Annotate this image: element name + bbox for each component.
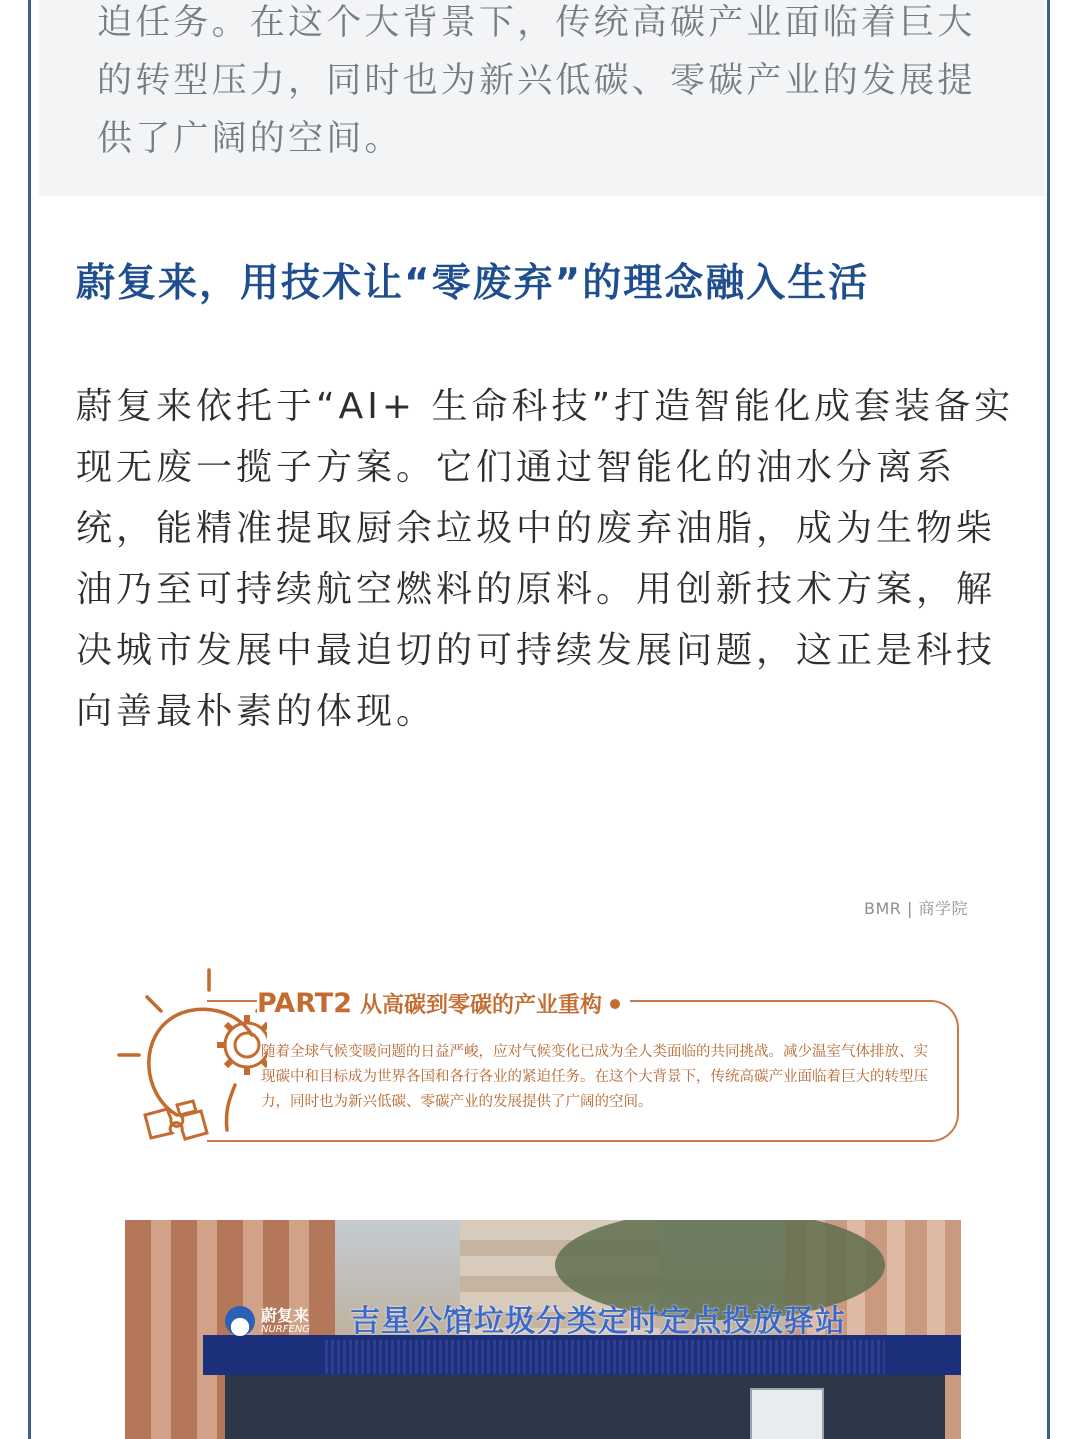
logo-mark-icon (225, 1306, 255, 1336)
part-title: 从高碳到零碳的产业重构 (360, 993, 603, 1018)
station-logo (225, 1306, 310, 1336)
part-header (257, 988, 630, 1019)
logo-subtext: NURFENG (261, 1323, 311, 1335)
logo-text: 蔚复来 (261, 1305, 310, 1325)
puzzle-icon (145, 1101, 207, 1139)
station-photo (125, 1220, 961, 1439)
article-frame (28, 0, 1050, 1439)
part-body: 随着全球气候变暖问题的日益严峻，应对气候变化已成为全人类面临的共同挑战。减少温室气体排放、实现碳中和目标成为世界各国和各行各业的紧迫任务。在这个大背景下，传统高碳产业面临着巨大的转型压力，同时也为新兴低碳、零碳产业的发展提供了广阔的空间。 (261, 1044, 928, 1110)
station-window (750, 1388, 824, 1439)
brand-label: BMR | 商学院 (864, 899, 968, 918)
station-roof-band (325, 1340, 885, 1374)
part-number: PART2 (257, 988, 352, 1019)
part-dot (610, 999, 620, 1009)
section-heading: 蔚复来，用技术让“零废弃”的理念融入生活 (76, 261, 870, 306)
quote-box (39, 0, 1045, 196)
section-body: 蔚复来依托于“AI+ 生命科技”打造智能化成套装备实现无废一揽子方案。它们通过智能化的油水分离系统，能精准提取厨余垃圾中的废弃油脂，成为生物柴油乃至可持续航空燃料的原料。用创新技术方案，解决城市发展中最迫切的可持续发展问题，这正是科技向善最朴素的体现。 (76, 386, 1015, 732)
station-sign: 吉星公馆垃圾分类定时定点投放驿站 (350, 1304, 846, 1339)
station-body (225, 1375, 945, 1439)
quote-text: 迫任务。在这个大背景下，传统高碳产业面临着巨大的转型压力，同时也为新兴低碳、零碳产业的发展提供了广阔的空间。 (97, 3, 976, 159)
